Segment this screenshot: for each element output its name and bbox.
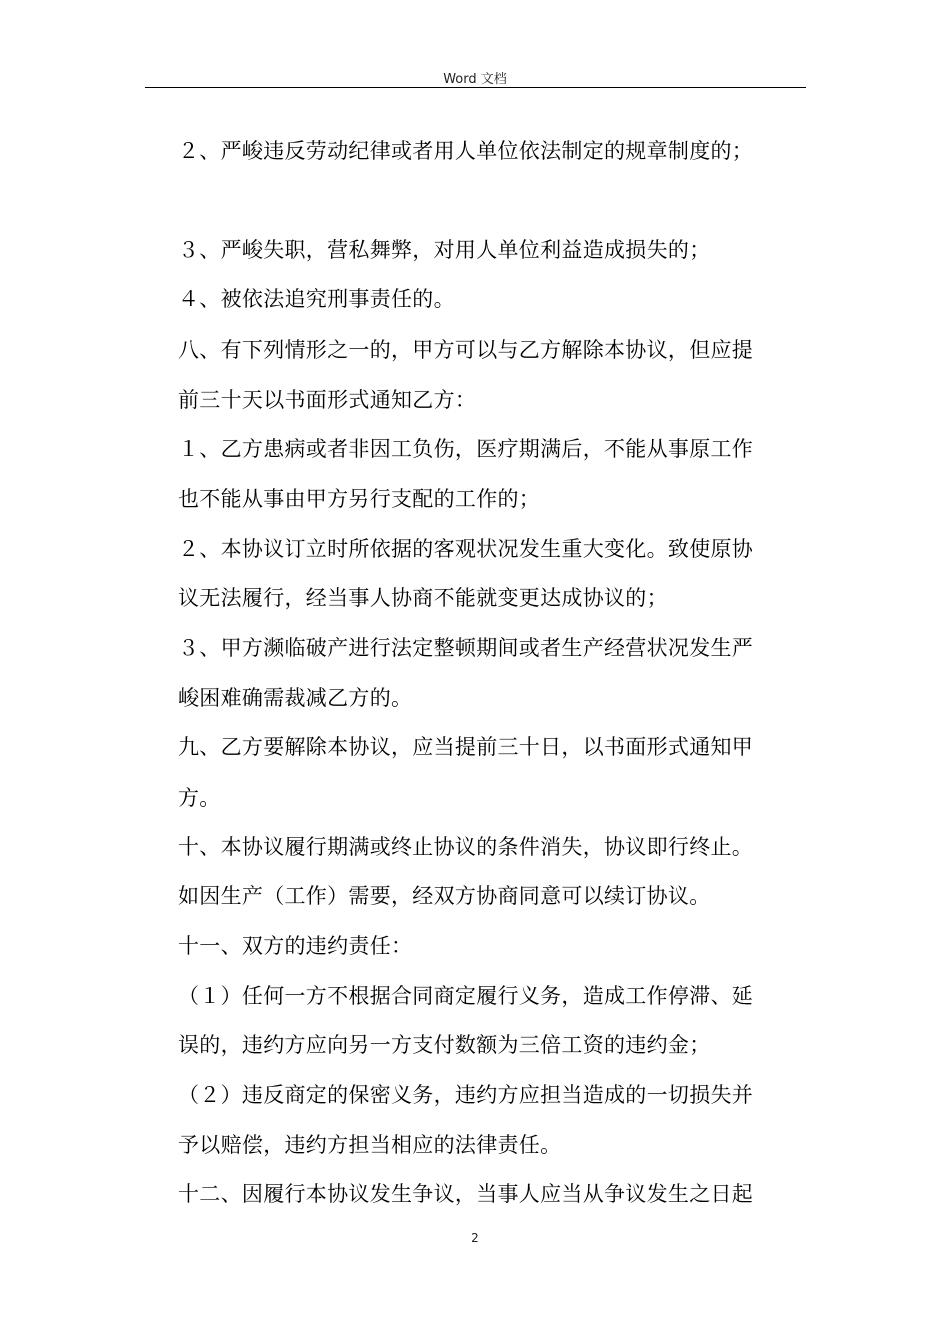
page-number: 2: [471, 1231, 479, 1245]
page-header-title: Word 文档: [443, 72, 507, 87]
text-line: 也不能从事由甲方另行支配的工作的；: [178, 487, 541, 511]
text-line: ２、严峻违反劳动纪律或者用人单位依法制定的规章制度的；: [178, 139, 754, 163]
text-line: ４、被依法追究刑事责任的。: [178, 287, 455, 311]
text-line: １、乙方患病或者非因工负伤，医疗期满后，不能从事原工作: [178, 437, 754, 461]
text-line: 予以赔偿，违约方担当相应的法律责任。: [178, 1133, 562, 1157]
text-line: ２、本协议订立时所依据的客观状况发生重大变化。致使原协: [178, 537, 754, 561]
text-line: ３、严峻失职，营私舞弊，对用人单位利益造成损失的；: [178, 238, 711, 262]
text-line: 误的，违约方应向另一方支付数额为三倍工资的违约金；: [178, 1033, 711, 1057]
text-line: （１）任何一方不根据合同商定履行义务，造成工作停滞、延: [178, 984, 754, 1008]
text-line: 八、有下列情形之一的，甲方可以与乙方解除本协议，但应提: [178, 338, 754, 362]
text-line: 议无法履行，经当事人协商不能就变更达成协议的；: [178, 586, 668, 610]
text-line: 方。: [178, 786, 221, 810]
text-line: 九、乙方要解除本协议，应当提前三十日，以书面形式通知甲: [178, 735, 754, 759]
text-line: 如因生产（工作）需要，经双方协商同意可以续订协议。: [178, 884, 711, 908]
text-line: 峻困难确需裁减乙方的。: [178, 686, 413, 710]
text-line: 十、本协议履行期满或终止协议的条件消失，协议即行终止。: [178, 835, 754, 859]
text-line: 十一、双方的违约责任：: [178, 934, 413, 958]
text-line: 十二、因履行本协议发生争议，当事人应当从争议发生之日起: [178, 1182, 754, 1206]
text-line: 前三十天以书面形式通知乙方：: [178, 388, 477, 412]
text-line: ３、甲方濒临破产进行法定整顿期间或者生产经营状况发生严: [178, 636, 754, 660]
text-line: （２）违反商定的保密义务，违约方应担当造成的一切损失并: [178, 1083, 754, 1107]
header-divider: [145, 87, 806, 88]
